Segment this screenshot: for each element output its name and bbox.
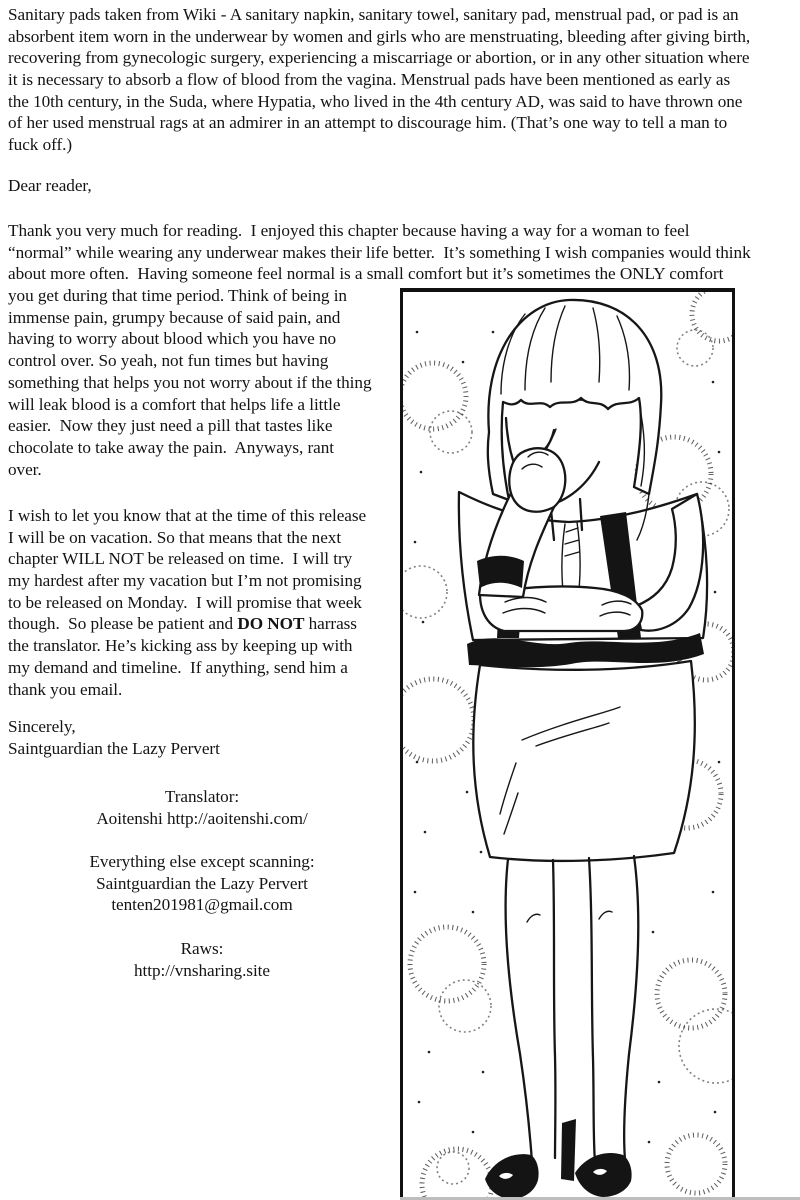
editor-name: Saintguardian the Lazy Pervert (96, 873, 308, 893)
text-line: Dear reader, (8, 176, 92, 195)
signoff-closing: Sincerely, (8, 717, 76, 736)
text-line: my hardest after my vacation but I’m not promising (8, 571, 362, 591)
left-shoe (485, 1154, 539, 1199)
manga-illustration (400, 288, 735, 1200)
text-line: chocolate to take away the pain. Anyways, rant (8, 437, 335, 457)
editor-label: Everything else except scanning: (89, 852, 315, 872)
text-segment: harrass (304, 614, 357, 634)
blank-line (0, 829, 404, 851)
legs (506, 856, 639, 1162)
text-line: recovering from gynecologic surgery, experiencing a miscarriage or abortion, or in any other situation where (8, 48, 750, 68)
text-line: fuck off.) (8, 135, 73, 155)
text-line: Thank you very much for reading. I enjoyed this chapter because having a way for a woman to feel (8, 221, 690, 240)
text-line: immense pain, grumpy because of said pain, and (8, 307, 341, 327)
translator-label: Translator: (164, 787, 240, 806)
wiki-excerpt-paragraph (8, 4, 796, 156)
text-line: my demand and timeline. If anything, send him a (8, 657, 348, 677)
shoe-heel (561, 1119, 576, 1181)
text-line: something that helps you not worry about if the thing (8, 372, 372, 392)
text-line: will leak blood is a comfort that helps life a little (8, 394, 341, 414)
letter-salutation (8, 175, 408, 197)
blank-line (0, 916, 404, 938)
fist (509, 448, 565, 511)
text-line: it is necessary to absorb a flow of blood from the vagina. Menstrual pads have been mentioned as early as (8, 70, 731, 90)
text-line: Sanitary pads taken from Wiki - A sanitary napkin, sanitary towel, sanitary pad, menstrual pad, or pad is an (8, 5, 739, 24)
text-line (8, 613, 400, 635)
text-line: over. (8, 459, 42, 479)
text-line: control over. So yeah, not fun times but having (8, 351, 329, 371)
text-line: I wish to let you know that at the time of this release (8, 506, 367, 525)
pencil-skirt (473, 661, 695, 861)
text-line: thank you email. (8, 679, 123, 699)
woman-figure (459, 300, 707, 1199)
raws-label: Raws: (180, 938, 224, 958)
text-segment: though. So please be patient and (8, 614, 238, 634)
text-line: absorbent item worn in the underwear by women and girls who are menstruating, bleeding after giving birth, (8, 26, 751, 46)
signoff-name: Saintguardian the Lazy Pervert (8, 738, 220, 758)
text-line: easier. Now they just need a pill that tastes like (8, 416, 333, 436)
right-shoe (575, 1153, 632, 1197)
text-line: I will be on vacation. So that means that the next (8, 527, 342, 547)
text-line: chapter WILL NOT be released on time. I will try (8, 549, 353, 569)
text-line: having to worry about blood which you have no (8, 329, 337, 349)
text-line: the 10th century, in the Suda, where Hypatia, who lived in the 4th century AD, was said to have thrown one (8, 91, 743, 111)
text-line: the translator. He’s kicking ass by keeping up with (8, 636, 353, 656)
credits-block (0, 786, 404, 981)
translator-url: Aoitenshi http://aoitenshi.com/ (96, 808, 308, 828)
manga-illustration-drawing (403, 292, 732, 1200)
text-line: you get during that time period. Think of being in (8, 286, 347, 306)
text-line: of her used menstrual rags at an admirer in an attempt to discourage him. (That’s one way to tell a man to (8, 113, 728, 133)
text-line: to be released on Monday. I will promise that week (8, 592, 362, 612)
raws-url: http://vnsharing.site (134, 960, 270, 980)
letter-signoff (8, 716, 400, 759)
text-line: “normal” while wearing any underwear makes their life better. It’s something I wish companies would think (8, 242, 751, 262)
vacation-notice-paragraph (8, 505, 400, 700)
do-not-emphasis: DO NOT (237, 614, 305, 634)
editor-email: tenten201981@gmail.com (111, 895, 293, 915)
text-line: about more often. Having someone feel normal is a small comfort but it’s sometimes the ONLY comfort (8, 264, 724, 284)
